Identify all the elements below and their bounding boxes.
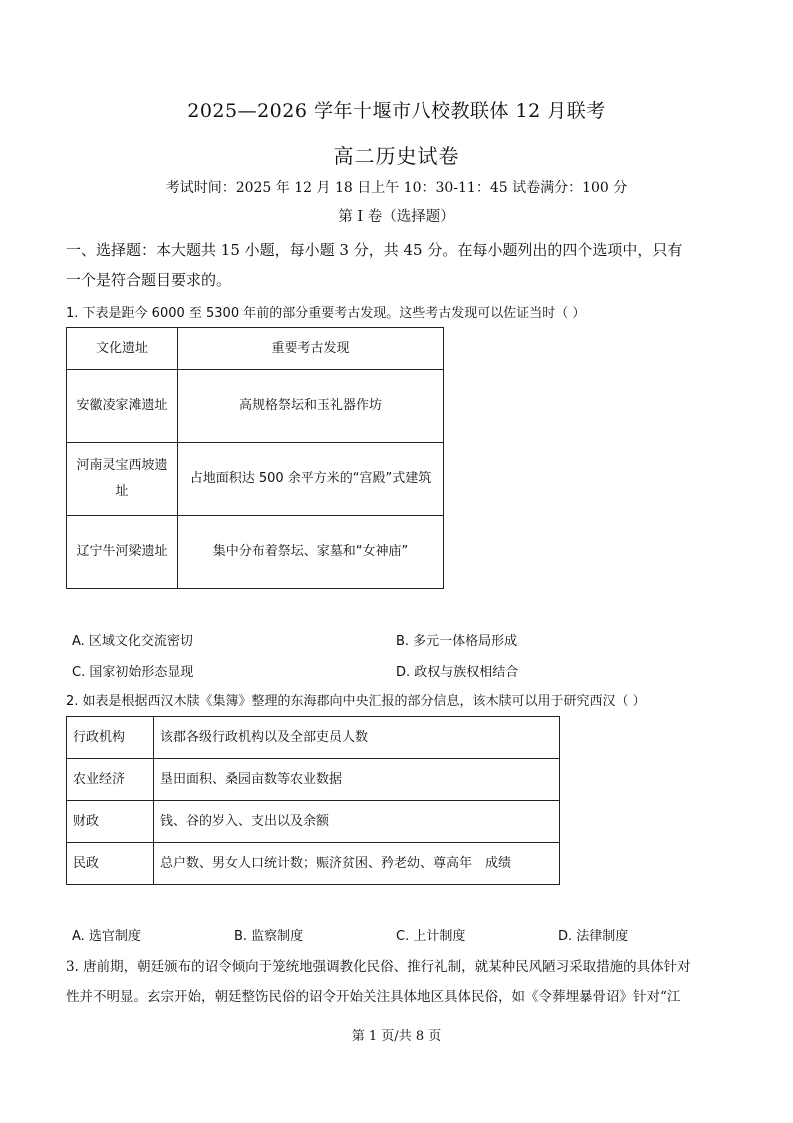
table-cell: 垦田面积、桑园亩数等农业数据 [154, 759, 560, 801]
table-cell: 占地面积达 500 余平方米的“宫殿”式建筑 [178, 443, 444, 516]
question-1-table [66, 327, 444, 589]
table-cell: 安徽凌家滩遗址 [67, 370, 178, 443]
table-cell: 该郡各级行政机构以及全部吏员人数 [154, 717, 560, 759]
table-row [67, 801, 560, 843]
section-line-2: 一个是符合题目要求的。 [66, 271, 232, 289]
option-c[interactable]: C. 上计制度 [396, 929, 466, 944]
option-b[interactable]: B. 监察制度 [234, 929, 304, 944]
table-cell: 财政 [67, 801, 154, 843]
table-cell: 辽宁牛河梁遗址 [67, 516, 178, 589]
page-footer: 第 1 页/共 8 页 [351, 1029, 442, 1044]
option-a[interactable]: A. 区域文化交流密切 [72, 634, 193, 649]
table-cell: 钱、谷的岁入、支出以及余额 [154, 801, 560, 843]
table-cell: 总户数、男女人口统计数；赈济贫困、矜老幼、尊高年 成绩 [154, 843, 560, 885]
table-row [67, 516, 444, 589]
table-cell: 行政机构 [67, 717, 154, 759]
question-3-line-2: 性并不明显。玄宗开始，朝廷整饬民俗的诏令开始关注具体地区具体民俗，如《令葬埋暴骨诏》针对“江 [66, 989, 681, 1005]
option-b[interactable]: B. 多元一体格局形成 [396, 634, 518, 649]
table-row [67, 370, 444, 443]
section-line-1: 一、选择题：本大题共 15 小题，每小题 3 分，共 45 分。在每小题列出的四个选项中，只有 [66, 241, 683, 259]
option-a[interactable]: A. 选官制度 [72, 929, 141, 944]
exam-time-info: 考试时间：2025 年 12 月 18 日上午 10：30-11：45 试卷满分：100 分 [165, 180, 628, 196]
table-row [67, 843, 560, 885]
section-instructions [66, 235, 726, 295]
question-2-stem: 2. 如表是根据西汉木牍《集簿》整理的东海郡向中央汇报的部分信息，该木牍可以用于研究西汉（ ） [66, 694, 646, 709]
volume-heading: 第 I 卷（选择题） [338, 209, 455, 225]
option-d[interactable]: D. 法律制度 [558, 929, 629, 944]
option-c[interactable]: C. 国家初始形态显现 [72, 665, 194, 680]
table-cell: 集中分布着祭坛、家墓和“女神庙” [178, 516, 444, 589]
table-header-cell: 重要考古发现 [178, 328, 444, 370]
table-row [67, 717, 560, 759]
table-header-cell: 文化遗址 [67, 328, 178, 370]
table-row [67, 759, 560, 801]
table-row [67, 443, 444, 516]
question-2-table [66, 716, 560, 885]
table-header-row [67, 328, 444, 370]
table-cell: 民政 [67, 843, 154, 885]
question-1-stem: 1. 下表是距今 6000 至 5300 年前的部分重要考古发现。这些考古发现可以佐证当时（ ） [66, 306, 586, 321]
table-cell: 农业经济 [67, 759, 154, 801]
question-3-line-1: 3. 唐前期，朝廷颁布的诏令倾向于笼统地强调教化民俗、推行礼制，就某种民风陋习采取措施的具体针对 [66, 959, 691, 975]
option-d[interactable]: D. 政权与族权相结合 [396, 665, 519, 680]
table-cell: 河南灵宝西坡遗址 [67, 443, 178, 516]
question-3-stem [66, 952, 726, 1012]
exam-subtitle: 高二历史试卷 [333, 144, 460, 168]
exam-title: 2025—2026 学年十堰市八校教联体 12 月联考 [187, 100, 606, 122]
table-cell: 高规格祭坛和玉礼器作坊 [178, 370, 444, 443]
